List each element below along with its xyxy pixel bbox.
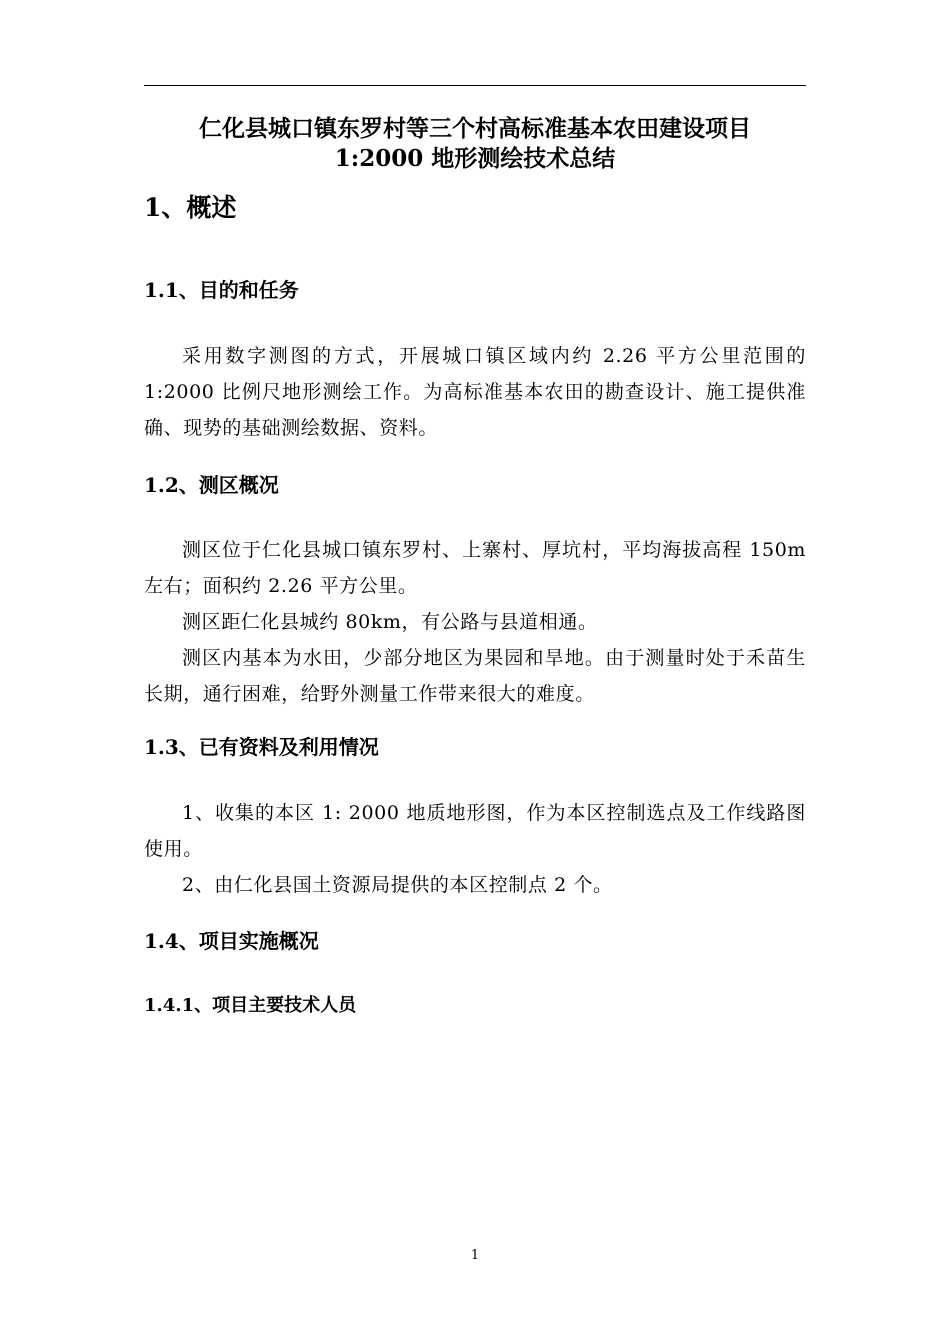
section-1-2-paragraph-2: 测区距仁化县城约 80km，有公路与县道相通。 — [182, 611, 598, 633]
header-rule — [144, 85, 806, 86]
section-1-2-paragraph-3: 测区内基本为水田，少部分地区为果园和旱地。由于测量时处于禾苗生长期，通行困难，给野外测量工作带来很大的难度。 — [144, 647, 806, 705]
section-1-1-heading: 1.1、目的和任务 — [144, 278, 299, 302]
section-1-4-heading: 1.4、项目实施概况 — [144, 929, 319, 953]
section-1-1-paragraph-1: 采用数字测图的方式，开展城口镇区域内约 2.26 平方公里范围的 1:2000 比例尺地形测绘工作。为高标准基本农田的勘查设计、施工提供准确、现势的基础测绘数据、资料。 — [144, 345, 806, 439]
section-1-3-heading: 1.3、已有资料及利用情况 — [144, 735, 379, 759]
document-title-line-2: 1:2000 地形测绘技术总结 — [334, 145, 616, 172]
section-1-3-paragraph-1: 1、收集的本区 1: 2000 地质地形图，作为本区控制选点及工作线路图使用。 — [144, 802, 806, 860]
section-1-4-1-heading: 1.4.1、项目主要技术人员 — [144, 995, 357, 1016]
document-title-line-1: 仁化县城口镇东罗村等三个村高标准基本农田建设项目 — [199, 115, 751, 142]
section-1-3-paragraph-2: 2、由仁化县国土资源局提供的本区控制点 2 个。 — [182, 874, 613, 896]
section-1-2-paragraph-1: 测区位于仁化县城口镇东罗村、上寨村、厚坑村，平均海拔高程 150m 左右；面积约 2.26 平方公里。 — [144, 539, 806, 597]
section-1-heading: 1、概述 — [144, 193, 237, 222]
page-number: 1 — [470, 1248, 480, 1263]
section-1-2-heading: 1.2、测区概况 — [144, 473, 279, 497]
